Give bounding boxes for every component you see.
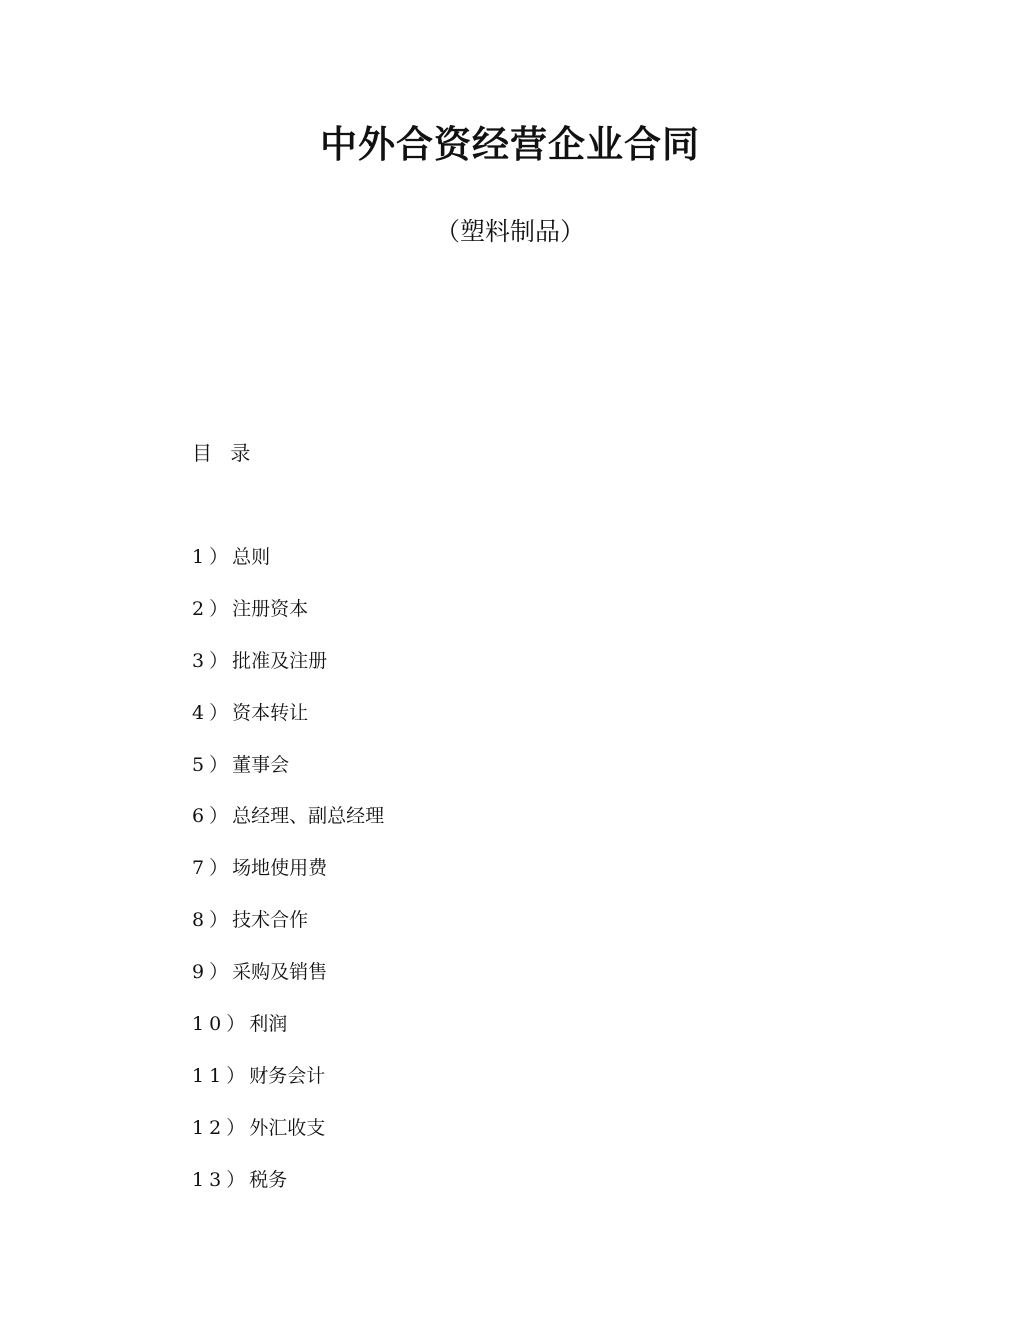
toc-item-1: 1） 总则 xyxy=(192,546,271,568)
toc-item-7: 7） 场地使用费 xyxy=(192,857,328,880)
toc-item-6: 6） 总经理、副总经理 xyxy=(192,805,385,828)
toc-item-label: 场地使用费 xyxy=(232,857,328,880)
toc-item-12: 12） 外汇收支 xyxy=(192,1116,326,1139)
toc-item-9: 9） 采购及销售 xyxy=(192,961,328,984)
toc-item-label: 总经理、副总经理 xyxy=(232,805,385,828)
toc-item-number: 8 xyxy=(192,909,210,932)
toc-item-3: 3） 批准及注册 xyxy=(192,649,328,672)
toc-item-label: 总则 xyxy=(232,546,271,568)
toc-item-number: 3 xyxy=(192,649,210,672)
toc-item-number: 9 xyxy=(192,961,210,984)
toc-list xyxy=(192,540,384,1215)
toc-item-number: 13 xyxy=(192,1168,227,1191)
toc-item-number: 6 xyxy=(192,805,210,828)
toc-item-label: 董事会 xyxy=(232,753,290,776)
toc-item-number: 1 xyxy=(192,546,210,568)
toc-item-number: 11 xyxy=(192,1064,227,1087)
toc-heading: 目 录 xyxy=(192,441,257,465)
toc-item-label: 外汇收支 xyxy=(249,1116,326,1139)
toc-item-4: 4） 资本转让 xyxy=(192,701,309,724)
toc-item-label: 利润 xyxy=(249,1013,288,1036)
toc-item-number: 12 xyxy=(192,1116,227,1139)
toc-item-label: 批准及注册 xyxy=(232,649,328,672)
toc-item-number: 5 xyxy=(192,753,210,776)
toc-item-number: 10 xyxy=(192,1013,227,1036)
toc-item-number: 7 xyxy=(192,857,210,880)
toc-item-number: 4 xyxy=(192,701,210,724)
document-subtitle: （塑料制品） xyxy=(434,217,585,246)
toc-item-label: 资本转让 xyxy=(232,701,309,724)
toc-item-5: 5） 董事会 xyxy=(192,753,290,776)
toc-item-10: 10） 利润 xyxy=(192,1013,288,1036)
toc-item-8: 8） 技术合作 xyxy=(192,909,309,932)
toc-item-number: 2 xyxy=(192,597,210,620)
toc-item-label: 采购及销售 xyxy=(232,961,328,984)
toc-item-11: 11） 财务会计 xyxy=(192,1064,326,1087)
toc-item-label: 注册资本 xyxy=(232,597,309,620)
document-title: 中外合资经营企业合同 xyxy=(320,123,700,166)
toc-item-label: 技术合作 xyxy=(232,909,309,932)
toc-item-13: 13） 税务 xyxy=(192,1168,288,1191)
toc-item-label: 税务 xyxy=(249,1168,288,1191)
toc-item-label: 财务会计 xyxy=(249,1064,326,1087)
toc-item-2: 2） 注册资本 xyxy=(192,597,309,620)
